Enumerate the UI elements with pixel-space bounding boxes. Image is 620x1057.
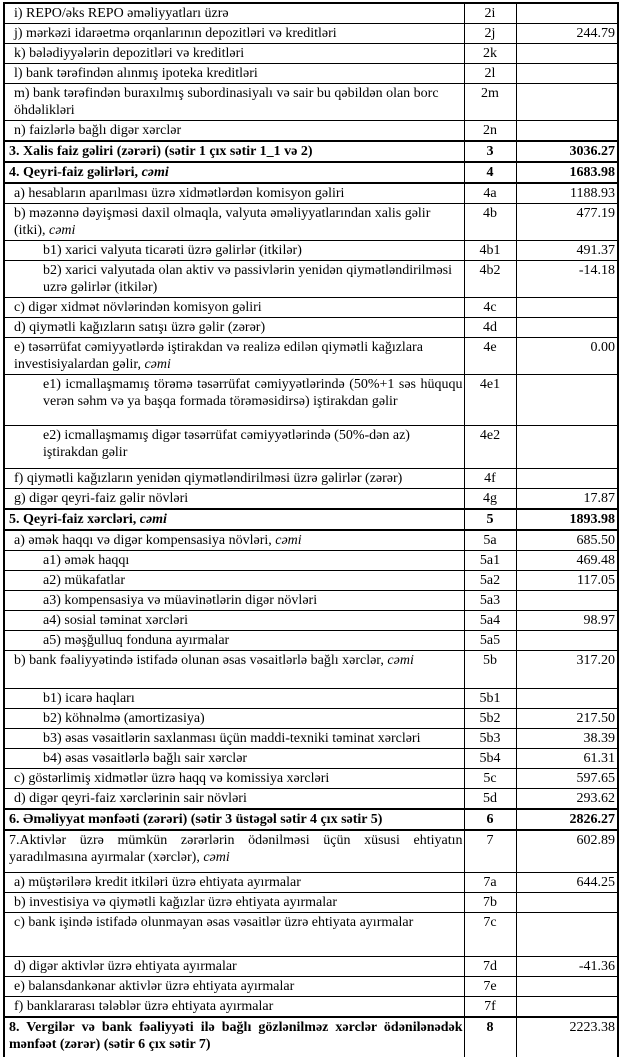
row-code: 2n [464,121,516,142]
row-label [4,591,464,611]
row-label [4,809,464,830]
table-row [4,318,618,338]
row-label-emphasis: cəmi [49,223,76,238]
row-value [516,64,618,84]
row-code: 3 [464,141,516,162]
row-label [4,183,464,204]
table-row [4,375,618,426]
table-row [4,571,618,591]
row-label-text: e) balansdankənar aktivlər üzrə ehtiyata ayırmalar [14,978,295,994]
table-row [4,892,618,912]
row-label-text: a1) əmək haqqı [43,553,130,568]
row-label-text: i) REPO/əks REPO əməliyyatları üzrə [14,6,229,21]
row-label [4,469,464,489]
row-label [4,141,464,162]
row-code: 2l [464,64,516,84]
row-code: 5c [464,769,516,789]
row-code: 4e1 [464,375,516,426]
row-label-text: g) digər qeyri-faiz gəlir növləri [14,491,189,506]
table-row [4,709,618,729]
table-row [4,261,618,298]
row-value: 38.39 [516,729,618,749]
table-row [4,611,618,631]
table-row [4,298,618,318]
row-code: 5d [464,789,516,810]
row-label [4,375,464,426]
row-code: 8 [464,1017,516,1057]
row-label [4,892,464,912]
row-label-emphasis: cəmi [387,653,414,668]
table-row [4,872,618,892]
row-value [516,689,618,709]
table-row [4,509,618,530]
row-label-text: b1) icarə haqları [43,691,135,706]
row-label-text: 3. Xalis faiz gəliri (zərəri) (sətir 1 çıx sətir 1_1 və 2) [9,144,313,159]
table-row [4,204,618,241]
row-value [516,996,618,1017]
table-body [4,3,618,1057]
table-row [4,121,618,142]
row-code: 7d [464,956,516,976]
row-value: 1188.93 [516,183,618,204]
row-label [4,789,464,810]
row-label [4,611,464,631]
row-label [4,749,464,769]
row-value: 644.25 [516,872,618,892]
row-value [516,912,618,956]
row-label [4,426,464,469]
row-label [4,551,464,571]
table-row [4,141,618,162]
row-value [516,976,618,996]
row-code: 2i [464,3,516,24]
row-label-text: b4) əsas vəsaitlərlə bağlı sair xərclər [43,751,248,766]
row-value: 244.79 [516,24,618,44]
row-label-text: d) qiymətli kağızların satışı üzrə gəlir (zərər) [14,320,266,335]
table-row [4,809,618,830]
row-value: 469.48 [516,551,618,571]
row-code: 2k [464,44,516,64]
row-label-emphasis: cəmi [139,512,167,527]
table-row [4,338,618,375]
row-label [4,3,464,24]
row-code: 5a3 [464,591,516,611]
row-value [516,375,618,426]
row-label [4,204,464,241]
row-label-emphasis: cəmi [203,850,230,865]
table-row [4,631,618,651]
row-value: 98.97 [516,611,618,631]
row-code: 7a [464,872,516,892]
table-row [4,996,618,1017]
row-label [4,631,464,651]
row-code: 7b [464,892,516,912]
table-row [4,489,618,510]
row-label-emphasis: cəmi [144,357,171,372]
row-label-text: b) bank fəaliyyətində istifadə olunan əsas vəsaitlərlə bağlı xərclər, [14,653,384,668]
row-value: 317.20 [516,651,618,689]
row-label-text: d) digər aktivlər üzrə ehtiyata ayırmalar [14,958,237,974]
row-label-text: l) bank tərəfindən alınmış ipoteka kreditləri [14,66,258,81]
row-label-emphasis: cəmi [141,165,169,180]
row-code: 4d [464,318,516,338]
document-page [0,2,620,1057]
row-value [516,469,618,489]
row-value: 17.87 [516,489,618,510]
table-row [4,469,618,489]
row-code: 6 [464,809,516,830]
row-code: 5b3 [464,729,516,749]
row-label-text: n) faizlərlə bağlı digər xərclər [14,123,182,138]
row-label [4,261,464,298]
table-row [4,591,618,611]
row-label-text: 6. Əməliyyat mənfəəti (zərəri) (sətir 3 üstəgəl sətir 4 çıx sətir 5) [9,812,383,827]
row-value [516,426,618,469]
row-value: 477.19 [516,204,618,241]
row-code: 5b1 [464,689,516,709]
row-code: 7c [464,912,516,956]
row-value [516,892,618,912]
row-code: 2j [464,24,516,44]
row-value: 602.89 [516,830,618,872]
table-row [4,789,618,810]
table-row [4,44,618,64]
table-row [4,749,618,769]
table-row [4,551,618,571]
table-row [4,530,618,551]
row-code: 4e2 [464,426,516,469]
row-label [4,769,464,789]
row-label-text: f) qiymətli kağızların yenidən qiymətləndirilməsi üzrə gəlirlər (zərər) [14,471,403,486]
row-value: 685.50 [516,530,618,551]
row-value [516,631,618,651]
row-label-text: b) investisiya və qiymətli kağızlar üzrə ehtiyata ayırmalar [14,894,338,910]
row-label [4,84,464,121]
table-row [4,729,618,749]
row-label [4,956,464,976]
row-value: 117.05 [516,571,618,591]
row-label [4,298,464,318]
row-label-text: b2) xarici valyutada olan aktiv və passivlərin yenidən qiymətləndirilməsi uzrə gəlirlər (itkilər) [43,263,452,295]
row-code: 2m [464,84,516,121]
row-code: 5b [464,651,516,689]
row-label [4,571,464,591]
table-row [4,651,618,689]
row-label-text: a5) məşğulluq fonduna ayırmalar [43,633,230,648]
row-code: 5a4 [464,611,516,631]
table-row [4,689,618,709]
row-label [4,651,464,689]
row-value [516,44,618,64]
row-code: 7 [464,830,516,872]
row-value: -41.36 [516,956,618,976]
table-row [4,830,618,872]
row-label-text: 4. Qeyri-faiz gəlirləri, [9,165,139,180]
row-label [4,1017,464,1057]
row-code: 5 [464,509,516,530]
row-label-text: c) digər xidmət növlərindən komisyon gəliri [14,300,262,315]
table-row [4,84,618,121]
row-label [4,318,464,338]
row-value [516,121,618,142]
row-value: 597.65 [516,769,618,789]
row-code: 5a2 [464,571,516,591]
row-label-text: a) müştərilərə kredit itkiləri üzrə ehtiyata ayırmalar [14,874,301,890]
income-statement-table [3,2,619,1057]
table-row [4,183,618,204]
row-code: 4 [464,162,516,183]
table-row [4,24,618,44]
table-row [4,912,618,956]
row-label-text: d) digər qeyri-faiz xərclərinin sair növləri [14,791,247,806]
row-value [516,591,618,611]
row-label [4,830,464,872]
row-code: 7f [464,996,516,1017]
row-code: 5b4 [464,749,516,769]
table-row [4,162,618,183]
row-code: 4b [464,204,516,241]
row-label-text: e) təsərrüfat cəmiyyətlərdə iştirakdan və realizə edilən qiymətli kağızlara investisiyalardan gəlir, [14,340,423,372]
row-code: 4c [464,298,516,318]
row-value: 3036.27 [516,141,618,162]
row-label [4,976,464,996]
row-value: 0.00 [516,338,618,375]
row-code: 4e [464,338,516,375]
row-code: 4a [464,183,516,204]
row-label-text: m) bank tərəfindən buraxılmış subordinasiyalı və sair bu qəbildən olan borc öhdəlikləri [14,86,439,118]
row-value: 2223.38 [516,1017,618,1057]
row-label [4,121,464,142]
row-label-text: b1) xarici valyuta ticarəti üzrə gəlirlər (itkilər) [43,243,302,258]
row-code: 7e [464,976,516,996]
row-value: 293.62 [516,789,618,810]
row-label [4,689,464,709]
row-value [516,318,618,338]
row-label-text: a) əmək haqqı və digər kompensasiya növləri, [14,533,272,548]
row-value [516,3,618,24]
row-value: 2826.27 [516,809,618,830]
row-value [516,84,618,121]
row-label-text: b2) köhnəlmə (amortizasiya) [43,711,205,726]
row-code: 5a1 [464,551,516,571]
row-label-text: a2) mükafatlar [43,573,126,588]
row-label-text: c) göstərlimiş xidmətlər üzrə haqq və komissiya xərcləri [14,771,330,786]
row-value: -14.18 [516,261,618,298]
row-label-text: a4) sosial təminat xərcləri [43,613,188,628]
row-label [4,709,464,729]
row-code: 4b1 [464,241,516,261]
table-row [4,426,618,469]
row-code: 4b2 [464,261,516,298]
row-label-text: e2) icmallaşmamış digər təsərrüfat cəmiyyətlərində (50%-dən az) iştirakdan gəlir [43,428,410,460]
row-label [4,338,464,375]
row-value: 61.31 [516,749,618,769]
row-label-text: c) bank işində istifadə olunmayan əsas vəsaitlər üzrə ehtiyata ayırmalar [14,914,414,930]
row-label-text: a3) kompensasiya və müavinətlərin digər növləri [43,593,318,608]
row-value: 491.37 [516,241,618,261]
table-row [4,956,618,976]
row-label [4,241,464,261]
row-label-emphasis: cəmi [275,533,302,548]
row-code: 5a [464,530,516,551]
table-row [4,1017,618,1057]
row-label [4,912,464,956]
row-label [4,530,464,551]
row-label [4,24,464,44]
row-value: 1893.98 [516,509,618,530]
table-row [4,976,618,996]
row-label-text: 8. Vergilər və bank fəaliyyəti ilə bağlı gözlənilməz xərclər ödənilənədək mənfəət (zərər) (sətir 6 çıx sətir 7) [9,1019,463,1052]
row-label-text: e1) icmallaşmamış törəmə təsərrüfat cəmiyyətlərində (50%+1 səs hüququ verən səhm və ya başqa formada törəməsidirsə) iştirakdan gəlir [43,377,463,409]
row-code: 5b2 [464,709,516,729]
row-code: 4g [464,489,516,510]
row-value: 217.50 [516,709,618,729]
row-label [4,64,464,84]
row-label [4,509,464,530]
row-label [4,729,464,749]
table-row [4,64,618,84]
row-label-text: a) hesabların aparılması üzrə xidmətlərdən komisyon gəliri [14,186,345,201]
row-label-text: k) bələdiyyələrin depozitləri və kreditləri [14,46,245,61]
table-row [4,3,618,24]
row-label [4,44,464,64]
row-value: 1683.98 [516,162,618,183]
row-label-text: b) məzənnə dəyişməsi daxil olmaqla, valyuta əməliyyatlarından xalis gəlir (itki), [14,206,431,238]
row-label-text: b3) əsas vəsaitlərin saxlanması üçün maddi-texniki təminat xərcləri [43,731,421,746]
row-label-text: 7.Aktivlər üzrə mümkün zərərlərin ödənilməsi üçün xüsusi ehtiyatın yaradılmasına ayırmalar (xərclər), [9,833,463,865]
row-code: 4f [464,469,516,489]
row-label [4,872,464,892]
row-label [4,996,464,1017]
row-code: 5a5 [464,631,516,651]
row-label [4,162,464,183]
row-label-text: 5. Qeyri-faiz xərcləri, [9,512,137,527]
table-row [4,241,618,261]
row-label [4,489,464,510]
row-value [516,298,618,318]
row-label-text: f) banklararası tələblər üzrə ehtiyata ayırmalar [14,998,274,1014]
table-row [4,769,618,789]
row-label-text: j) mərkəzi idarəetmə orqanlarının depozitləri və kreditləri [14,26,337,41]
